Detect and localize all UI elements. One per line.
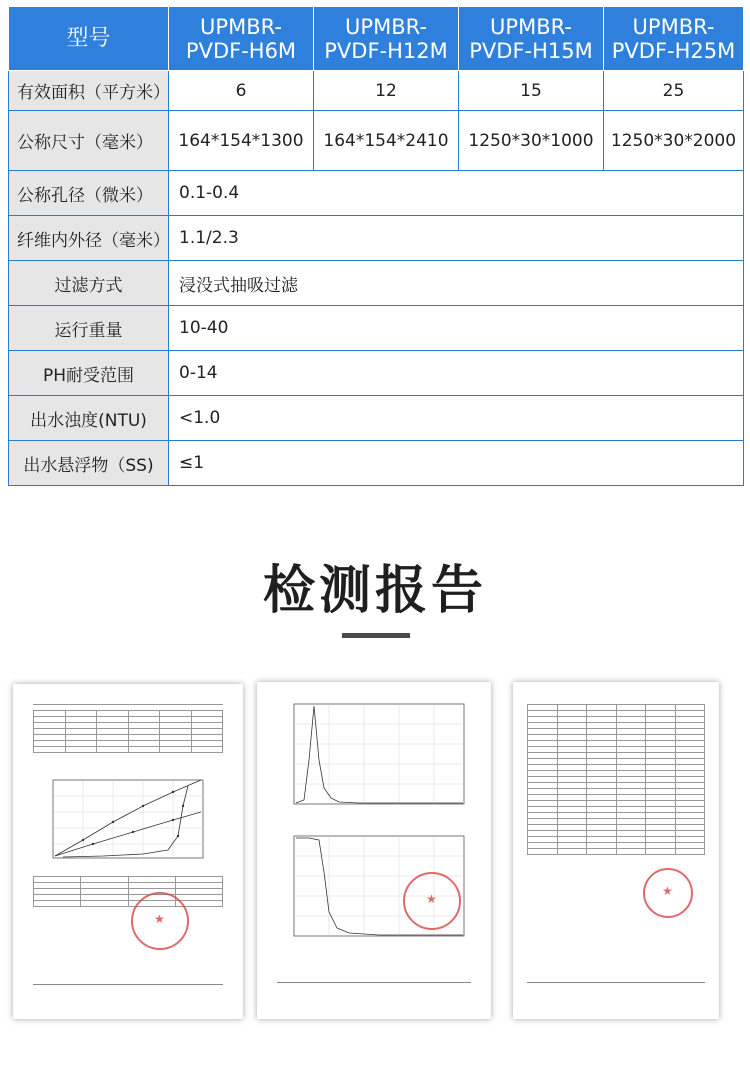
row-fiber-diameter <box>9 216 744 261</box>
cell-value: 浸没式抽吸过滤 <box>169 261 744 306</box>
cell-value: 164*154*2410 <box>314 111 459 171</box>
cell-value: 1.1/2.3 <box>169 216 744 261</box>
row-label: 运行重量 <box>9 306 169 351</box>
model-header-label: 型号 <box>9 7 169 71</box>
report-page-1 <box>13 684 243 1019</box>
cell-value: 25 <box>604 71 744 111</box>
test-center-stamp: ★ <box>403 872 461 930</box>
row-label: 有效面积（平方米） <box>9 71 169 111</box>
row-effective-area <box>9 71 744 111</box>
distribution-chart-image-1 <box>279 700 469 820</box>
report-page-3 <box>513 682 719 1019</box>
spec-header-row <box>9 7 744 71</box>
report-page-2 <box>257 682 491 1019</box>
row-pore-size <box>9 171 744 216</box>
cell-value: 1250*30*1000 <box>459 111 604 171</box>
model-header-h25m: UPMBR- PVDF-H25M <box>604 7 744 71</box>
row-label: 公称尺寸（毫米） <box>9 111 169 171</box>
title-underline <box>342 633 410 638</box>
doc-info-table <box>33 710 223 753</box>
row-ph-range <box>9 351 744 396</box>
cell-value: 12 <box>314 71 459 111</box>
row-nominal-size <box>9 111 744 171</box>
test-center-stamp: ★ <box>643 868 693 918</box>
doc-result-table <box>33 876 223 907</box>
doc-data-table <box>527 704 705 855</box>
cell-value: 0.1-0.4 <box>169 171 744 216</box>
row-suspended-solids <box>9 441 744 486</box>
test-center-stamp: ★ <box>131 892 189 950</box>
row-operating-weight <box>9 306 744 351</box>
cell-value: 15 <box>459 71 604 111</box>
row-filter-method <box>9 261 744 306</box>
model-header-h15m: UPMBR- PVDF-H15M <box>459 7 604 71</box>
row-label: 公称孔径（微米） <box>9 171 169 216</box>
cell-value: 164*154*1300 <box>169 111 314 171</box>
row-label: 过滤方式 <box>9 261 169 306</box>
row-label: PH耐受范围 <box>9 351 169 396</box>
row-label: 出水浊度(NTU) <box>9 396 169 441</box>
row-label: 出水悬浮物（SS) <box>9 441 169 486</box>
cell-value: 0-14 <box>169 351 744 396</box>
spec-table <box>8 6 744 486</box>
report-section-title: 检测报告 <box>262 561 487 621</box>
cell-value: ≤1 <box>169 441 744 486</box>
cell-value: 10-40 <box>169 306 744 351</box>
row-turbidity <box>9 396 744 441</box>
cell-value: <1.0 <box>169 396 744 441</box>
cell-value: 6 <box>169 71 314 111</box>
cell-value: 1250*30*2000 <box>604 111 744 171</box>
model-header-h12m: UPMBR- PVDF-H12M <box>314 7 459 71</box>
flux-curve-image <box>43 776 213 871</box>
row-label: 纤维内外径（毫米） <box>9 216 169 261</box>
model-header-h6m: UPMBR- PVDF-H6M <box>169 7 314 71</box>
report-pages <box>0 650 750 1078</box>
